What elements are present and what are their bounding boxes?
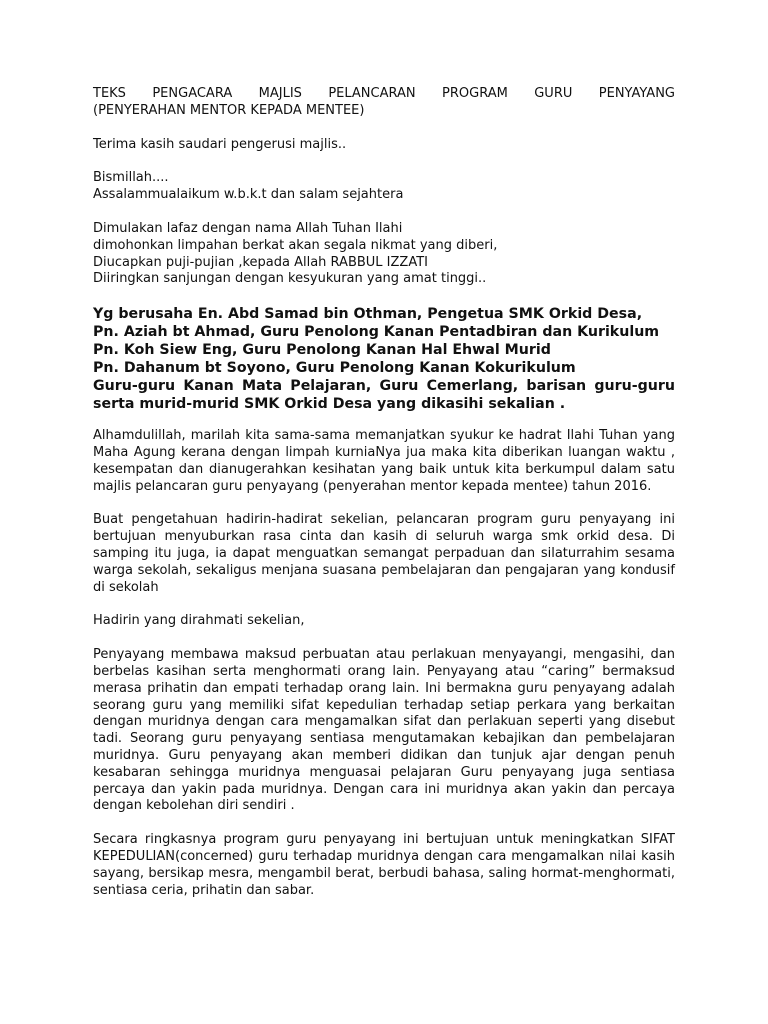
- paragraph-5: Secara ringkasnya program guru penyayang ini bertujuan untuk meningkatkan SIFAT KEPEDULIAN(concerned) guru terhadap muridnya dengan cara mengamalkan nilai kasih sayang, bersikap mesra, mengambil berat, berbudi bahasa, saling hormat-menghormati, sentiasa ceria, prihatin dan sabar.: [93, 832, 675, 898]
- paragraph-1: Alhamdulillah, marilah kita sama-sama memanjatkan syukur ke hadrat Ilahi Tuhan yang Maha Agung kerana dengan limpah kurniaNya jua maka kita diberikan luangan waktu , kesempatan dan dianugerahkan kesihatan yang baik untuk kita berkumpul dalam satu majlis pelancaran guru penyayang (penyerahan mentor kepada mentee) tahun 2016.: [93, 428, 675, 494]
- document-title: [93, 86, 675, 120]
- paragraph-3: Hadirin yang dirahmati sekelian,: [93, 613, 305, 629]
- salutation-line: Pn. Dahanum bt Soyono, Guru Penolong Kanan Kokurikulum: [93, 360, 576, 377]
- salutation-line: Pn. Koh Siew Eng, Guru Penolong Kanan Hal Ehwal Murid: [93, 342, 551, 359]
- paragraph-4: Penyayang membawa maksud perbuatan atau perlakuan menyayangi, mengasihi, dan berbelas kasihan serta menghormati orang lain. Penyayang atau “caring” bermaksud merasa prihatin dan empati terhadap orang lain. Ini bermakna guru penyayang adalah seorang guru yang memiliki sifat kepedulian terhadap setiap perkara yang berkaitan dengan muridnya dengan cara mengamalkan sifat dan perlakuan seperti yang disebut tadi. Seorang guru penyayang sentiasa mengutamakan kebajikan dan pembelajaran muridnya. Guru penyayang akan memberi didikan dan tunjuk ajar dengan penuh kesabaran sehingga muridnya menguasai pelajaran Guru penyayang juga sentiasa percaya dan yakin pada muridnya. Dengan cara ini muridnya akan yakin dan percaya dengan kebolehan diri sendiri .: [93, 647, 675, 814]
- salutation-line: Yg berusaha En. Abd Samad bin Othman, Pengetua SMK Orkid Desa,: [93, 306, 643, 323]
- document-page: [93, 86, 675, 916]
- title-line-1: TEKS PENGACARA MAJLIS PELANCARAN PROGRAM GURU PENYAYANG: [93, 86, 675, 101]
- paragraph-2: Buat pengetahuan hadirin-hadirat sekelian, pelancaran program guru penyayang ini bertujuan menyuburkan rasa cinta dan kasih di seluruh warga smk orkid desa. Di samping itu juga, ia dapat menguatkan semangat perpaduan dan silaturrahim sesama warga sekolah, sekaligus menjana suasana pembelajaran dan pengajaran yang kondusif di sekolah: [93, 512, 675, 595]
- verse-line: Diiringkan sanjungan dengan kesyukuran yang amat tinggi..: [93, 271, 487, 287]
- verse-line: Dimulakan lafaz dengan nama Allah Tuhan Ilahi: [93, 220, 403, 236]
- verse-line: dimohonkan limpahan berkat akan segala nikmat yang diberi,: [93, 237, 498, 253]
- salutation-line: Guru-guru Kanan Mata Pelajaran, Guru Cemerlang, barisan guru-guru serta murid-murid SMK Orkid Desa yang dikasihi sekalian .: [93, 378, 675, 413]
- opening-line: Bismillah....: [93, 170, 169, 186]
- opening-line: Assalammualaikum w.b.k.t dan salam sejahtera: [93, 187, 404, 203]
- thanks-line: Terima kasih saudari pengerusi majlis..: [93, 136, 347, 152]
- salutations: [93, 305, 675, 413]
- opening-verses: [93, 221, 675, 288]
- verse-line: Diucapkan puji-pujian ,kepada Allah RABBUL IZZATI: [93, 254, 428, 270]
- salutation-line: Pn. Aziah bt Ahmad, Guru Penolong Kanan Pentadbiran dan Kurikulum: [93, 324, 660, 341]
- opening-greeting: [93, 170, 675, 204]
- title-line-2: (PENYERAHAN MENTOR KEPADA MENTEE): [93, 102, 365, 118]
